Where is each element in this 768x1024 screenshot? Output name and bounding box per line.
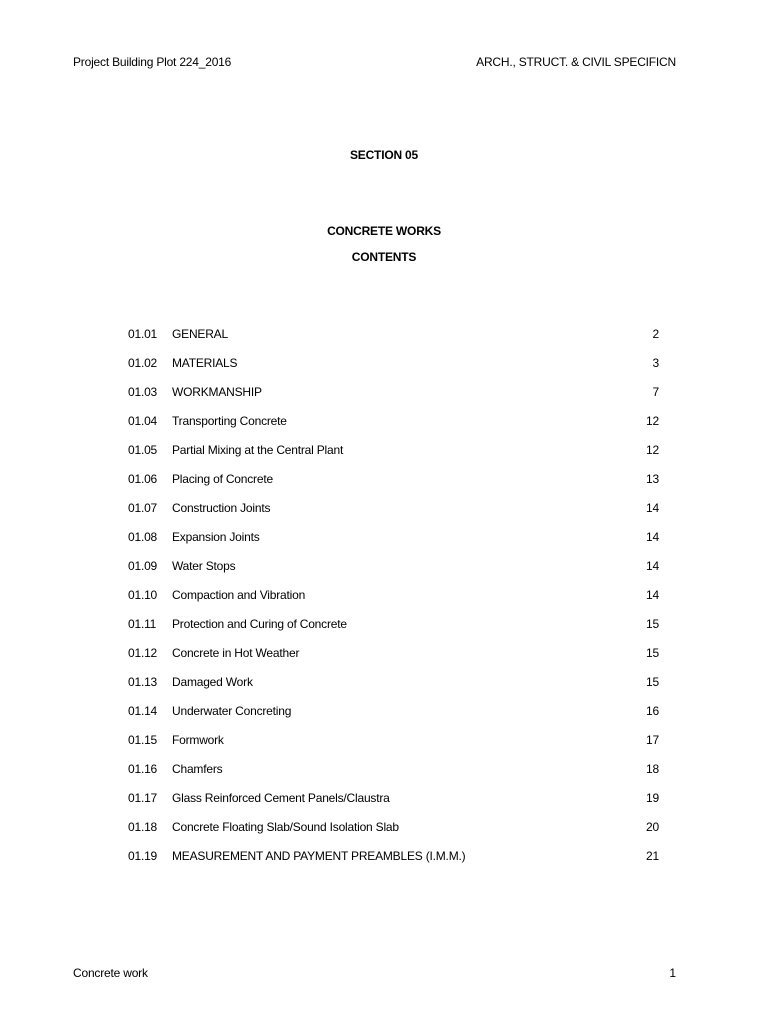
toc-entry: [128, 704, 659, 733]
toc-entry-number: 01.04: [128, 414, 158, 428]
toc-entry-page: 15: [646, 675, 659, 689]
toc-entry-title: Protection and Curing of Concrete: [172, 617, 347, 631]
toc-entry: [128, 385, 659, 414]
toc-entry-page: 14: [646, 501, 659, 515]
toc-entry-page: 21: [646, 849, 659, 863]
toc-entry: [128, 849, 659, 878]
footer-chapter-name: Concrete work: [73, 966, 148, 980]
toc-entry-title: MEASUREMENT AND PAYMENT PREAMBLES (I.M.M.): [172, 849, 466, 863]
toc-entry-number: 01.13: [128, 675, 158, 689]
toc-entry-title: GENERAL: [172, 327, 228, 341]
toc-entry-title: Expansion Joints: [172, 530, 260, 544]
toc-entry-number: 01.10: [128, 588, 158, 602]
toc-entry-page: 15: [646, 617, 659, 631]
toc-entry-page: 17: [646, 733, 659, 747]
toc-entry: [128, 443, 659, 472]
toc-entry-number: 01.15: [128, 733, 158, 747]
toc-entry-number: 01.16: [128, 762, 158, 776]
toc-entry-page: 19: [646, 791, 659, 805]
toc-entry-number: 01.09: [128, 559, 158, 573]
toc-entry: [128, 356, 659, 385]
toc-entry-page: 14: [646, 530, 659, 544]
toc-entry-number: 01.18: [128, 820, 158, 834]
toc-entry-number: 01.01: [128, 327, 158, 341]
header-spec-title: ARCH., STRUCT. & CIVIL SPECIFICN: [476, 55, 676, 69]
toc-entry-title: Construction Joints: [172, 501, 271, 515]
toc-entry-title: Placing of Concrete: [172, 472, 273, 486]
toc-entry-title: Underwater Concreting: [172, 704, 292, 718]
footer-page-number: 1: [669, 966, 676, 980]
table-of-contents: [128, 327, 659, 878]
toc-entry-number: 01.11: [128, 617, 157, 631]
toc-entry: [128, 617, 659, 646]
toc-entry-page: 14: [646, 559, 659, 573]
toc-entry-title: Concrete in Hot Weather: [172, 646, 300, 660]
toc-entry-number: 01.02: [128, 356, 158, 370]
toc-entry-page: 16: [646, 704, 659, 718]
toc-entry-title: Damaged Work: [172, 675, 253, 689]
toc-entry: [128, 327, 659, 356]
toc-entry-page: 2: [652, 327, 659, 341]
toc-entry-title: Formwork: [172, 733, 224, 747]
toc-entry-title: Partial Mixing at the Central Plant: [172, 443, 344, 457]
toc-entry-number: 01.08: [128, 530, 158, 544]
header-project-name: Project Building Plot 224_2016: [73, 55, 232, 69]
toc-entry-number: 01.12: [128, 646, 158, 660]
toc-entry-page: 18: [646, 762, 659, 776]
toc-entry: [128, 646, 659, 675]
toc-entry-title: Compaction and Vibration: [172, 588, 306, 602]
toc-entry: [128, 791, 659, 820]
toc-entry: [128, 820, 659, 849]
toc-entry-title: Water Stops: [172, 559, 236, 573]
works-title: CONCRETE WORKS: [327, 224, 441, 238]
toc-entry-title: MATERIALS: [172, 356, 238, 370]
toc-entry-title: WORKMANSHIP: [172, 385, 262, 399]
toc-entry-title: Glass Reinforced Cement Panels/Claustra: [172, 791, 390, 805]
toc-entry-number: 01.14: [128, 704, 158, 718]
toc-entry-title: Transporting Concrete: [172, 414, 287, 428]
toc-entry: [128, 472, 659, 501]
toc-entry-page: 20: [646, 820, 659, 834]
section-title: SECTION 05: [349, 148, 419, 162]
toc-entry: [128, 559, 659, 588]
toc-entry-title: Concrete Floating Slab/Sound Isolation Slab: [172, 820, 399, 834]
toc-entry-number: 01.03: [128, 385, 158, 399]
contents-title: CONTENTS: [351, 250, 417, 264]
toc-entry-page: 14: [646, 588, 659, 602]
toc-entry-number: 01.19: [128, 849, 158, 863]
toc-entry-number: 01.06: [128, 472, 158, 486]
toc-entry: [128, 501, 659, 530]
toc-entry-page: 12: [646, 414, 659, 428]
toc-entry-number: 01.05: [128, 443, 158, 457]
toc-entry: [128, 762, 659, 791]
toc-entry-page: 12: [646, 443, 659, 457]
toc-entry: [128, 414, 659, 443]
toc-entry-title: Chamfers: [172, 762, 223, 776]
toc-entry: [128, 530, 659, 559]
toc-entry: [128, 588, 659, 617]
toc-entry-number: 01.07: [128, 501, 158, 515]
toc-entry-page: 3: [652, 356, 659, 370]
toc-entry-page: 15: [646, 646, 659, 660]
toc-entry: [128, 733, 659, 762]
toc-entry-page: 13: [646, 472, 659, 486]
toc-entry-number: 01.17: [128, 791, 158, 805]
toc-entry-page: 7: [652, 385, 659, 399]
toc-entry: [128, 675, 659, 704]
